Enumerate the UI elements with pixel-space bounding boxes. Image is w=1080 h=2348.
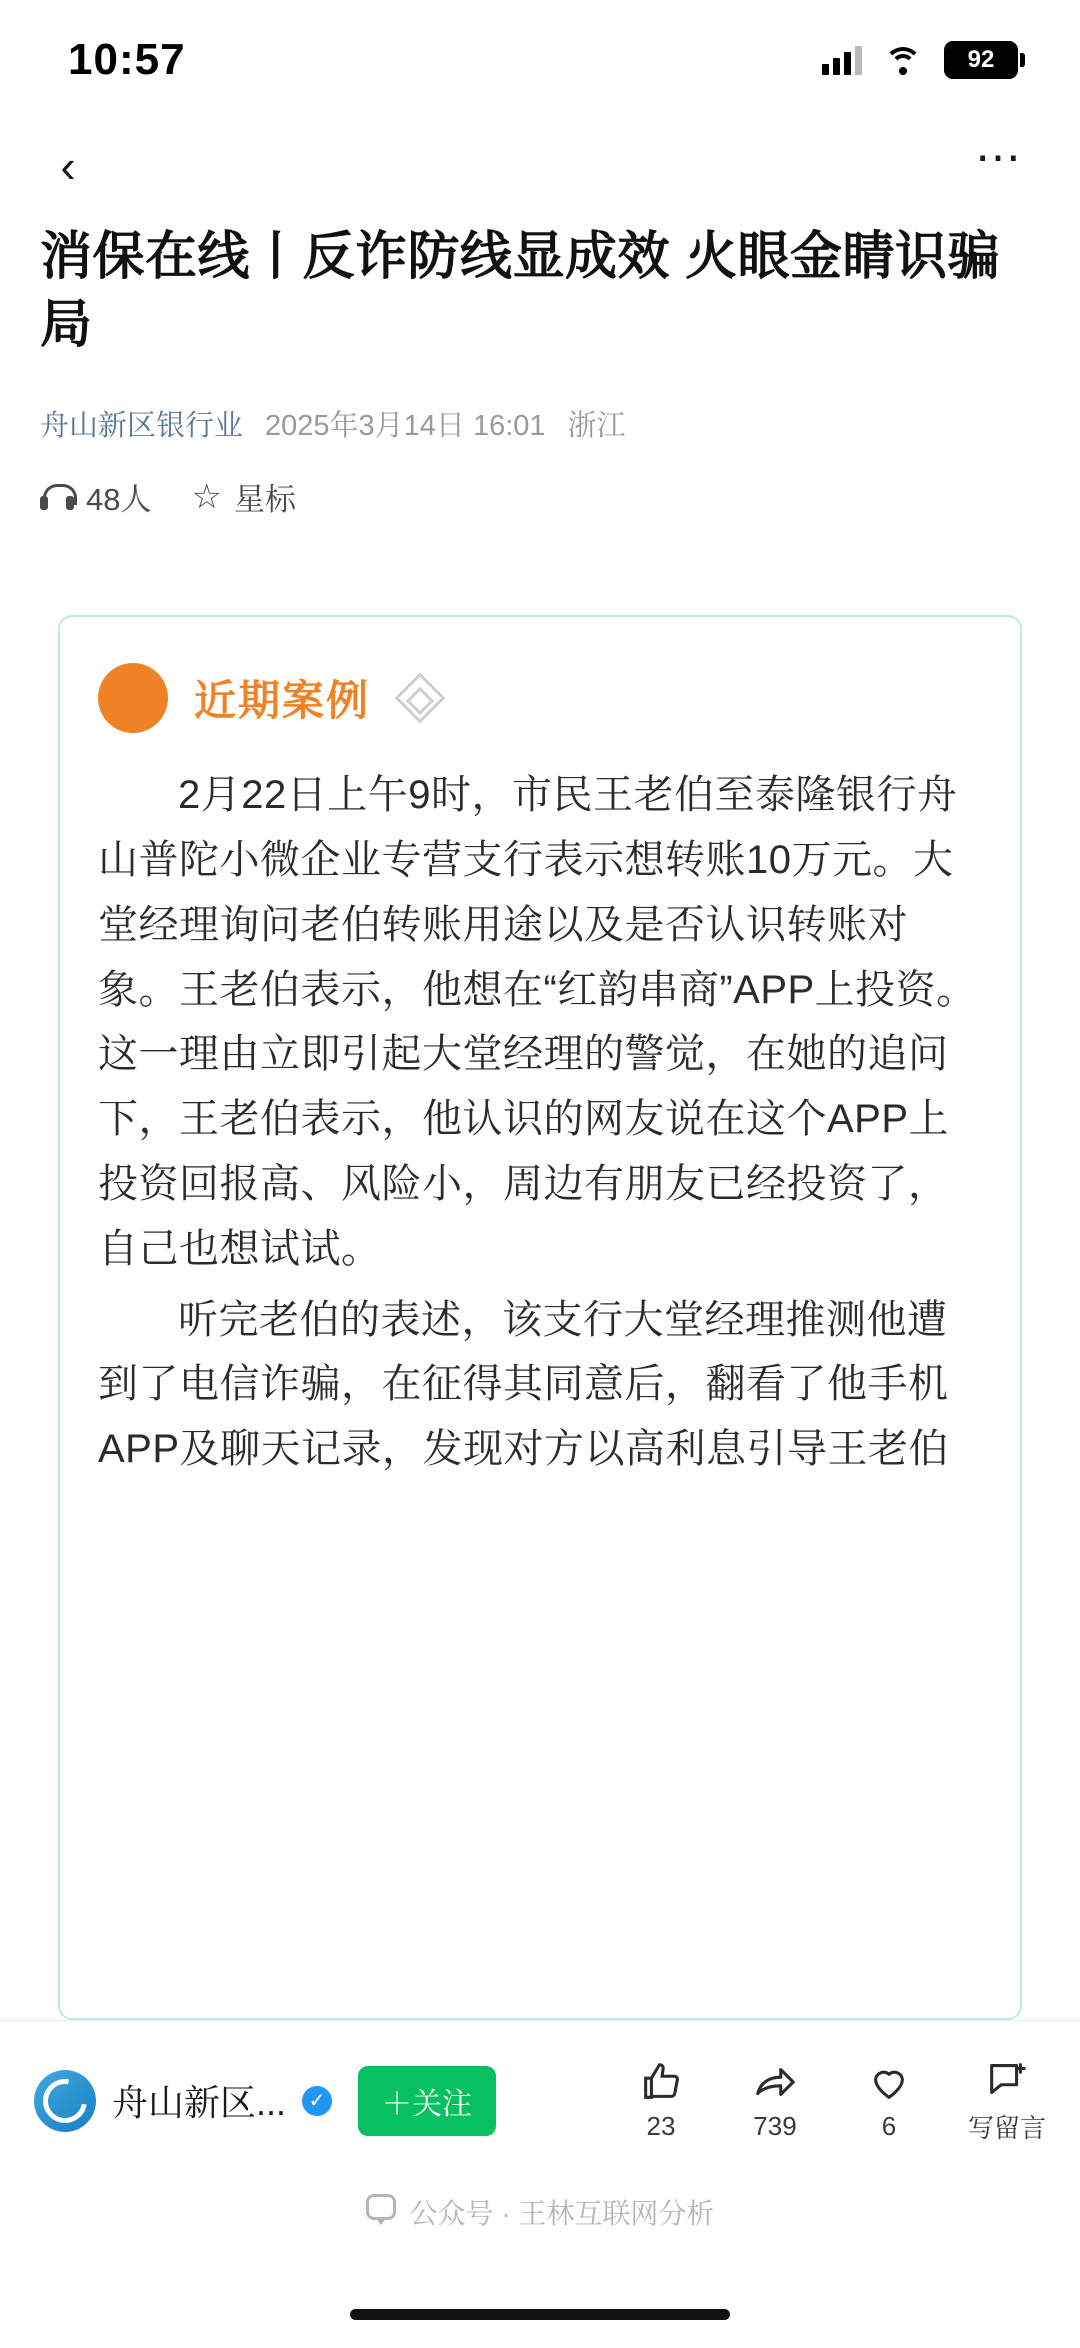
- content-fade-mask: [60, 1948, 1020, 2018]
- article-meta: [40, 403, 1040, 444]
- home-indicator[interactable]: [350, 2309, 730, 2320]
- share-button[interactable]: [740, 2059, 810, 2142]
- signal-bars-icon: [822, 45, 862, 75]
- back-chevron-icon[interactable]: ‹: [60, 140, 76, 192]
- wechat-official-account-icon: [366, 2194, 396, 2220]
- star-icon: ☆: [191, 477, 222, 516]
- home-indicator-area: [0, 2280, 1080, 2348]
- account-name: 舟山新区...: [112, 2082, 287, 2123]
- more-options-icon[interactable]: ⋯: [975, 131, 1024, 183]
- follow-button[interactable]: [358, 2066, 496, 2136]
- case-paragraph-1: 2月22日上午9时，市民王老伯至泰隆银行舟山普陀小微企业专营支行表示想转账10万元。大堂经理询问老伯转账用途以及是否认识转账对象。王老伯表示，他想在“红韵串商”APP上投资。这一理由立即引起大堂经理的警觉，在她的追问下，王老伯表示，他认识的网友说在这个APP上投资回报高、风险小，周边有朋友已经投资了，自己也想试试。: [98, 773, 977, 1271]
- article-location: 浙江: [567, 410, 626, 443]
- heart-icon: [866, 2059, 912, 2105]
- bottom-action-bar: [0, 2020, 1080, 2180]
- comment-label: 写留言: [967, 2113, 1046, 2143]
- wifi-icon: [884, 45, 922, 75]
- account-entry[interactable]: [34, 2070, 332, 2132]
- article-header: [0, 212, 1080, 519]
- share-count: 739: [753, 2111, 797, 2141]
- listen-count: 48人: [86, 482, 152, 518]
- listen-button[interactable]: [40, 474, 151, 519]
- favorite-count: 6: [881, 2111, 897, 2141]
- status-indicators: [822, 41, 1018, 79]
- watermark: [0, 2180, 1080, 2280]
- like-button[interactable]: [626, 2059, 696, 2142]
- favorite-button[interactable]: [854, 2059, 924, 2142]
- headphone-icon: [40, 484, 74, 510]
- comment-icon: [984, 2056, 1030, 2102]
- follow-button-label: ＋关注: [382, 2087, 473, 2121]
- status-time: 10:57: [68, 35, 186, 84]
- case-card-header: [98, 663, 982, 733]
- share-icon: [752, 2059, 798, 2105]
- like-count: 23: [646, 2111, 676, 2141]
- page-title: 消保在线丨反诈防线显成效 火眼金睛识骗局: [40, 228, 1000, 354]
- orange-circle-icon: [98, 663, 168, 733]
- watermark-text: 公众号 · 王林互联网分析: [409, 2198, 715, 2229]
- engagement-actions: [626, 2056, 1046, 2145]
- diamond-ornament-icon: [395, 673, 446, 724]
- status-bar: [0, 0, 1080, 120]
- thumbs-up-icon: [638, 2059, 684, 2105]
- case-card-title: 近期案例: [194, 677, 371, 725]
- article-actions: [40, 474, 1040, 519]
- navigation-bar: [0, 120, 1080, 212]
- avatar: [34, 2070, 96, 2132]
- comment-button[interactable]: [968, 2056, 1046, 2145]
- case-paragraph-2: 听完老伯的表述，该支行大堂经理推测他遭到了电信诈骗，在征得其同意后，翻看了他手机APP及聊天记录，发现对方以高利息引导王老伯: [98, 1297, 950, 1472]
- verified-badge-icon: ✓: [302, 2086, 332, 2116]
- star-button[interactable]: [191, 474, 295, 519]
- battery-level: 92: [967, 46, 995, 73]
- article-date: 2025年3月14日 16:01: [265, 410, 546, 443]
- star-label: 星标: [233, 482, 296, 518]
- battery-icon: [944, 41, 1018, 79]
- article-author[interactable]: 舟山新区银行业: [40, 410, 244, 443]
- case-card: [58, 615, 1022, 2020]
